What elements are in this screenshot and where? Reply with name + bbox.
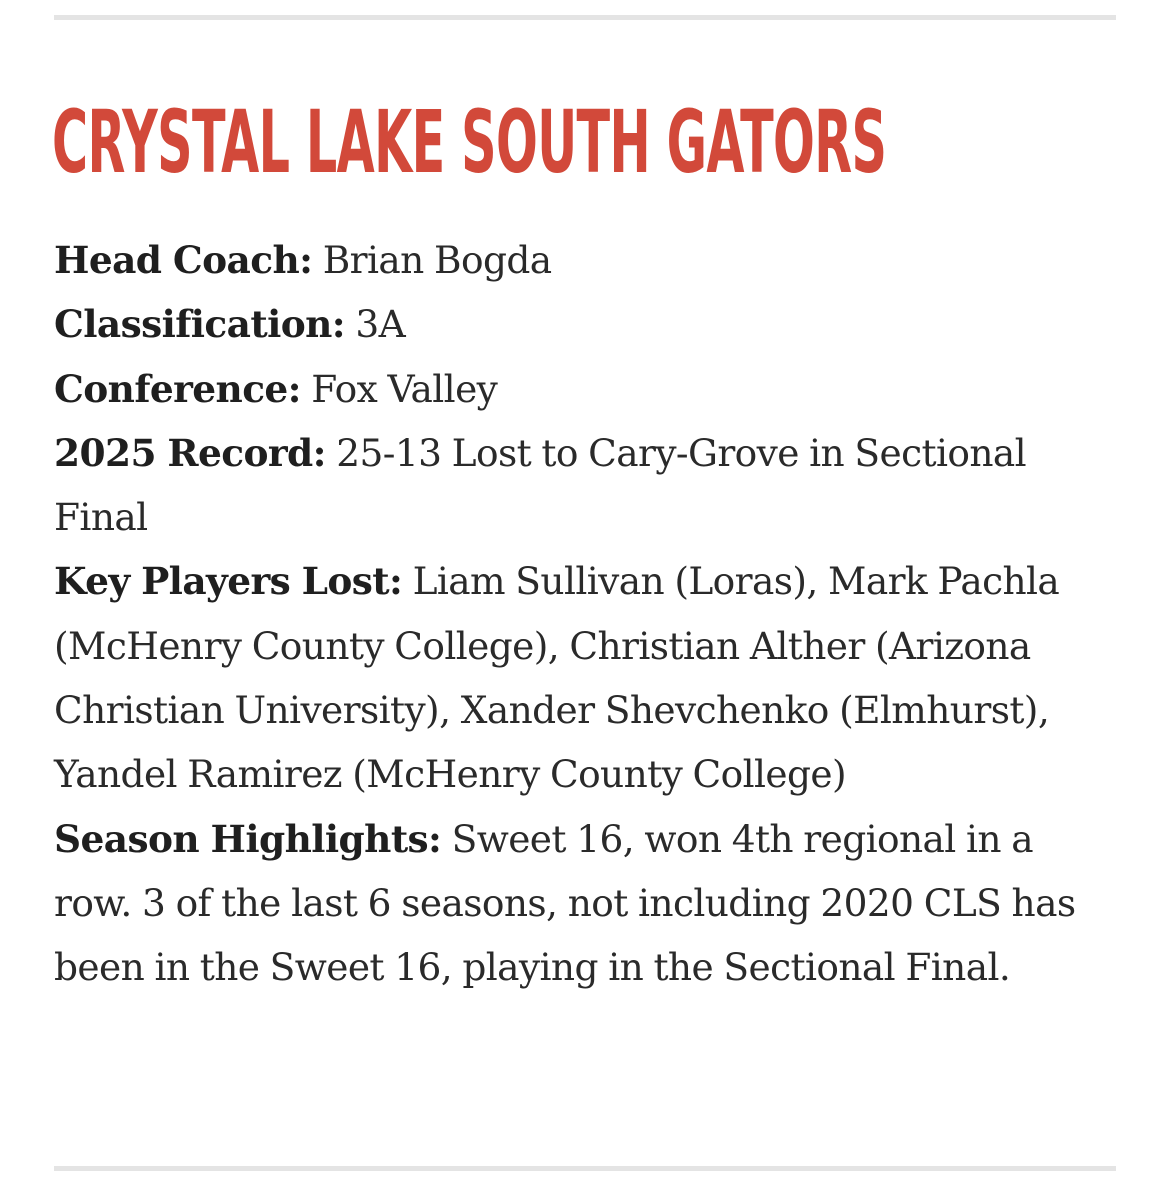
fact-head-coach: [54, 228, 1114, 292]
fact-label: Head Coach:: [54, 238, 313, 282]
team-title: CRYSTAL LAKE SOUTH GATORS: [52, 93, 887, 194]
team-facts-list: [54, 228, 1114, 1000]
fact-label: Classification:: [54, 302, 346, 347]
fact-season-highlights: [54, 807, 1114, 1000]
fact-label: Key Players Lost:: [54, 559, 403, 604]
fact-value: Sweet 16, won 4th regional in a row. 3 of the last 6 seasons, not including 2020 CLS has been in the Sweet 16, playing in the Sectional Final.: [54, 816, 1076, 990]
fact-conference: [54, 357, 1114, 421]
fact-2025-record: [54, 421, 1114, 550]
fact-value: Fox Valley: [311, 366, 498, 411]
fact-value: Brian Bogda: [322, 238, 552, 282]
top-divider: [54, 15, 1116, 20]
fact-value: 25-13 Lost to Cary-Grove in Sectional Final: [54, 430, 1027, 540]
fact-label: 2025 Record:: [54, 430, 326, 475]
fact-value: 3A: [355, 302, 406, 347]
fact-label: Season Highlights:: [54, 816, 442, 861]
fact-value: Liam Sullivan (Loras), Mark Pachla (McHenry County College), Christian Alther (Arizona Christian University), Xander Shevchenko (Elmhurst), Yandel Ramirez (McHenry County College): [54, 559, 1060, 797]
fact-key-players-lost: [54, 549, 1114, 806]
bottom-divider: [54, 1166, 1116, 1171]
fact-classification: [54, 292, 1114, 356]
fact-label: Conference:: [54, 366, 301, 411]
